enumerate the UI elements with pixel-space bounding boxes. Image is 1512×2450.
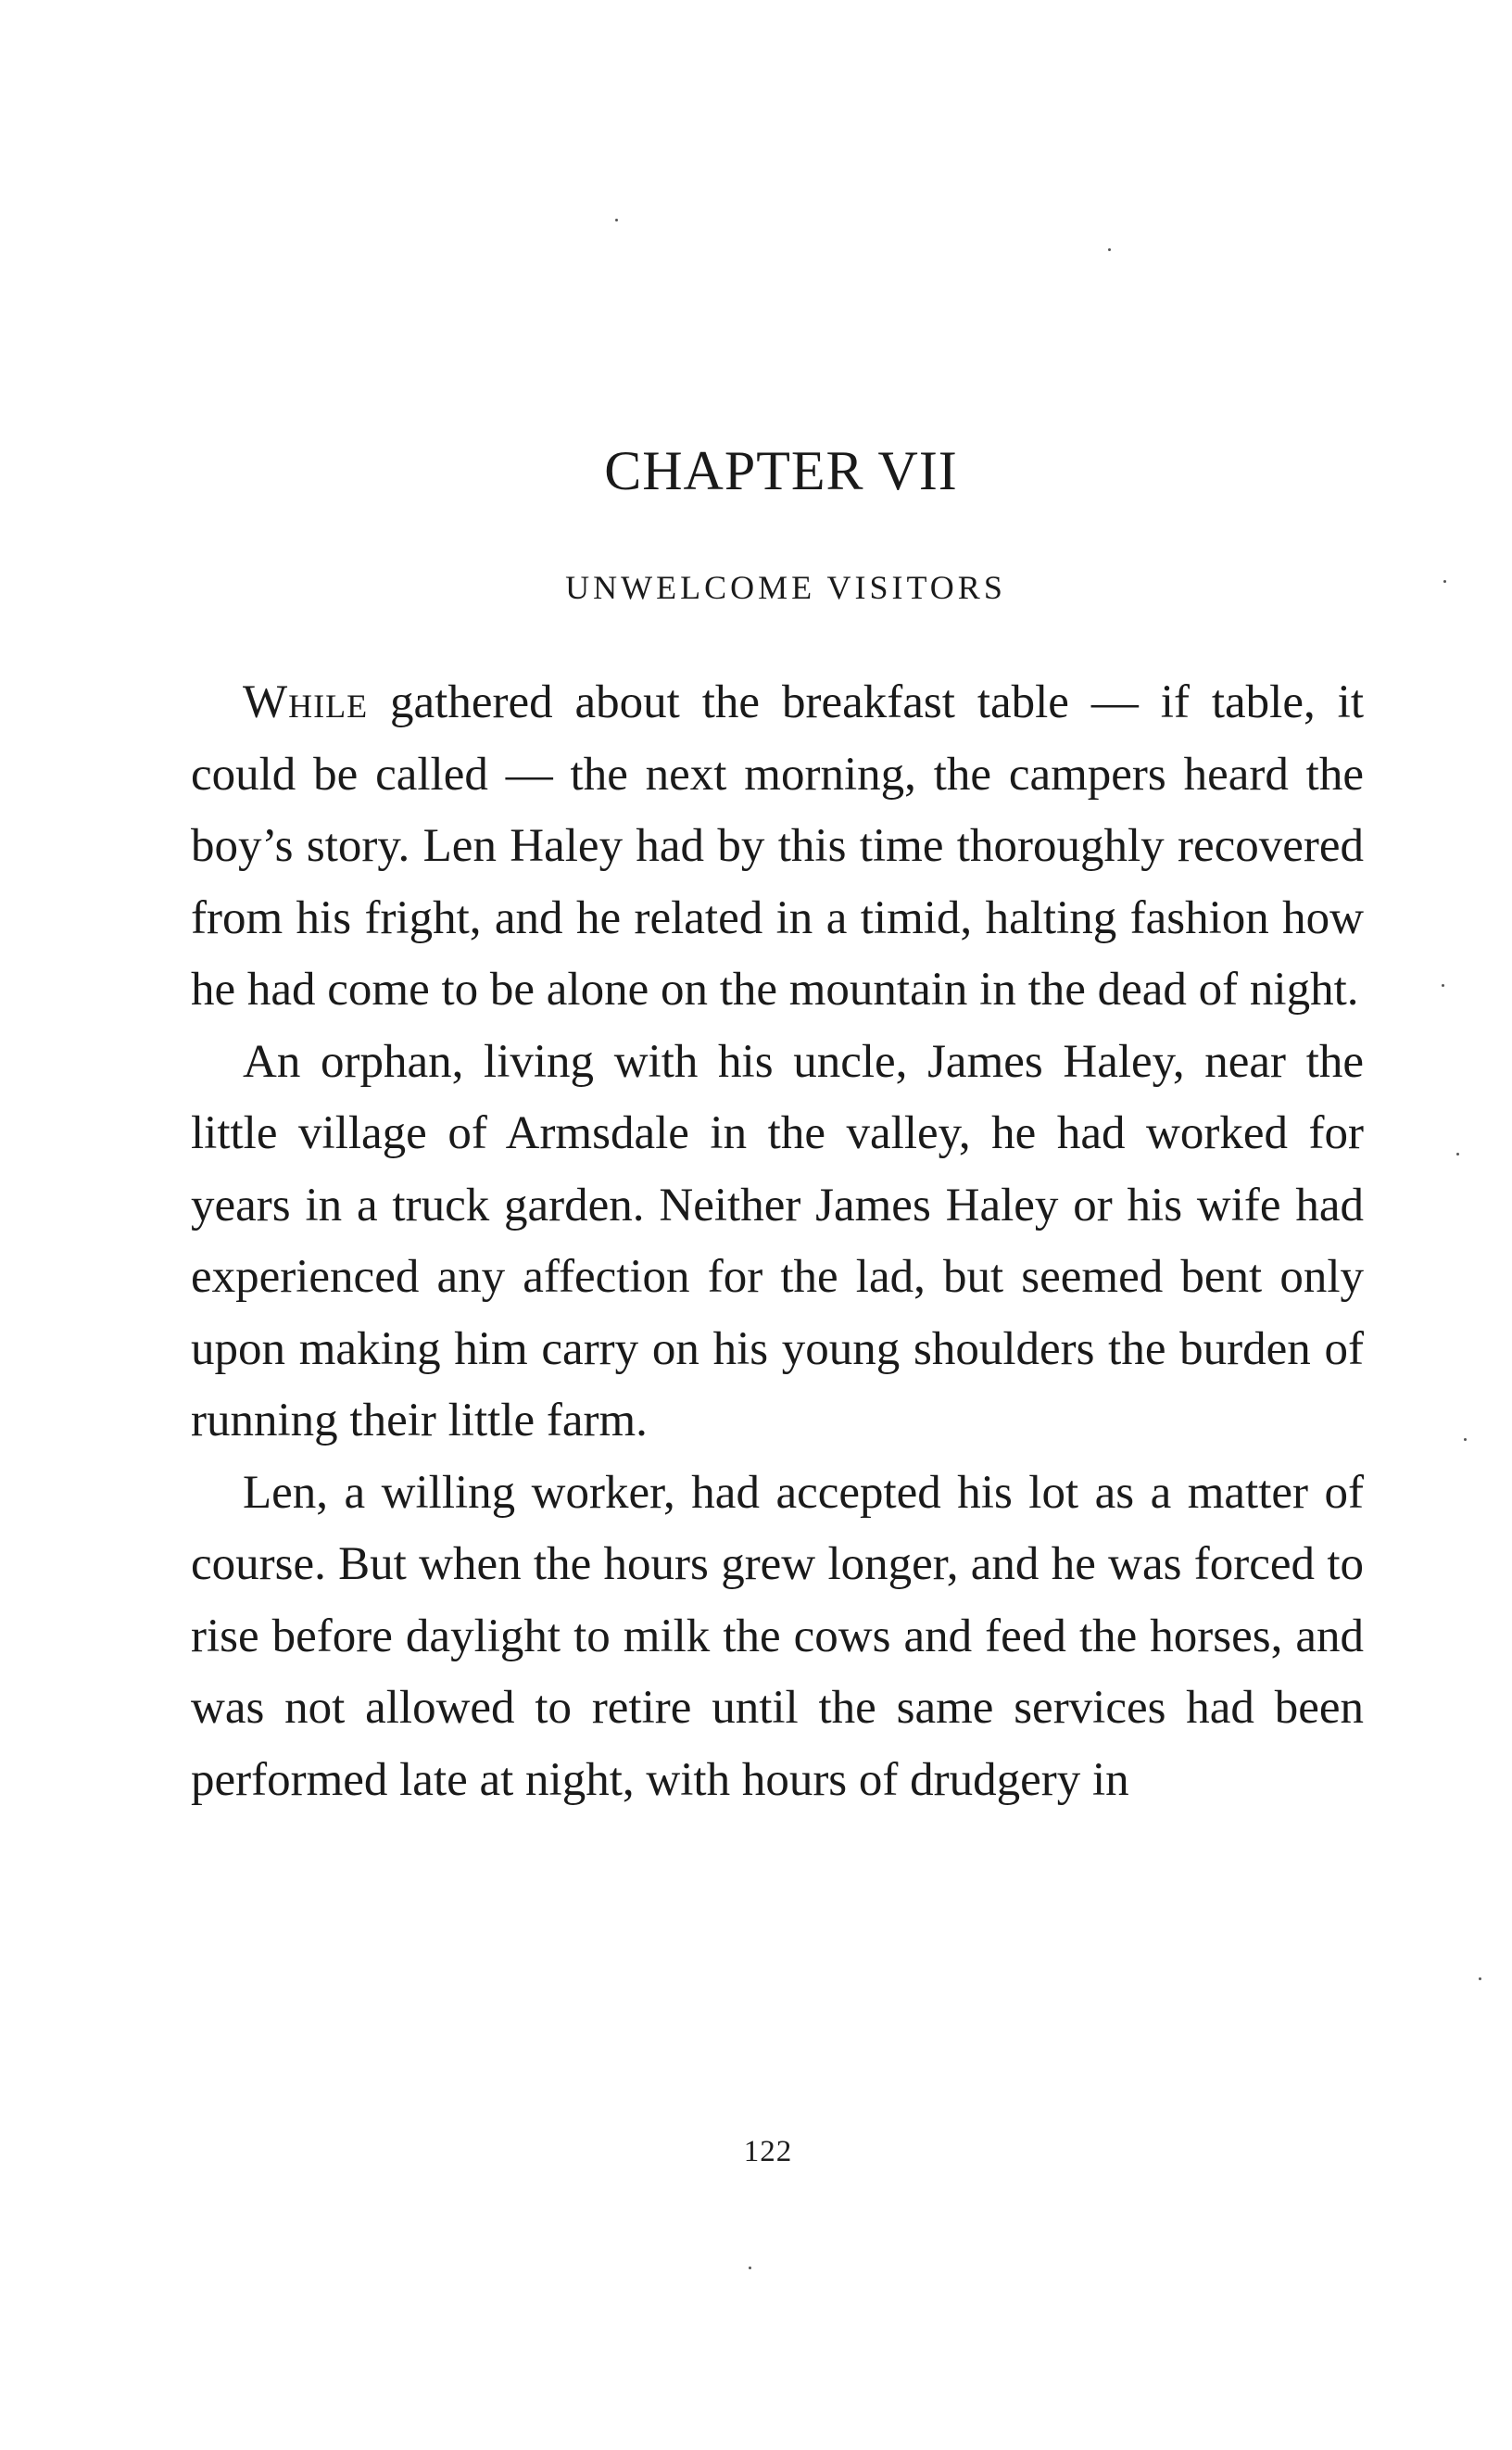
ink-speck: [1456, 1153, 1459, 1156]
ink-speck: [1108, 248, 1111, 251]
paragraph-3: [191, 1458, 1364, 1817]
paragraph-text: Len, a willing worker, had accepted his lot as a matter of course. But when the hours grew longer, and he was forced to rise before daylight to milk the cows and feed the horses, and was not allowed to retire until the same services had been performed late at night, with hours of drudgery in: [191, 1466, 1364, 1806]
paragraph-2: [191, 1027, 1364, 1458]
ink-speck: [1442, 984, 1444, 987]
ink-speck: [1479, 1977, 1481, 1980]
chapter-title: CHAPTER VII: [604, 440, 958, 501]
ink-speck: [1464, 1438, 1467, 1441]
ink-speck: [615, 219, 618, 221]
ink-speck: [749, 2267, 751, 2269]
paragraph-text: gathered about the breakfast table — if table, it could be called — the next morning, the campers heard the boy’s story. Len Haley had by this time thoroughly recovered from his fright, and he related in a timid, halting fashion how he had come to be alone on the mountain in the dead of night.: [191, 676, 1364, 1016]
paragraph-text: An orphan, living with his uncle, James Haley, near the little village of Armsdale in the valley, he had worked for years in a truck garden. Neither James Haley or his wife had experienced any affection for the lad, but seemed bent only upon making him carry on his young shoulders the burden of running their little farm.: [191, 1035, 1364, 1446]
paragraph-lead-word: While: [243, 676, 369, 728]
paragraph-1: [191, 667, 1364, 1027]
chapter-subtitle: UNWELCOME VISITORS: [565, 569, 1006, 606]
chapter-body: [191, 667, 1364, 1816]
page-number: 122: [743, 2135, 793, 2168]
